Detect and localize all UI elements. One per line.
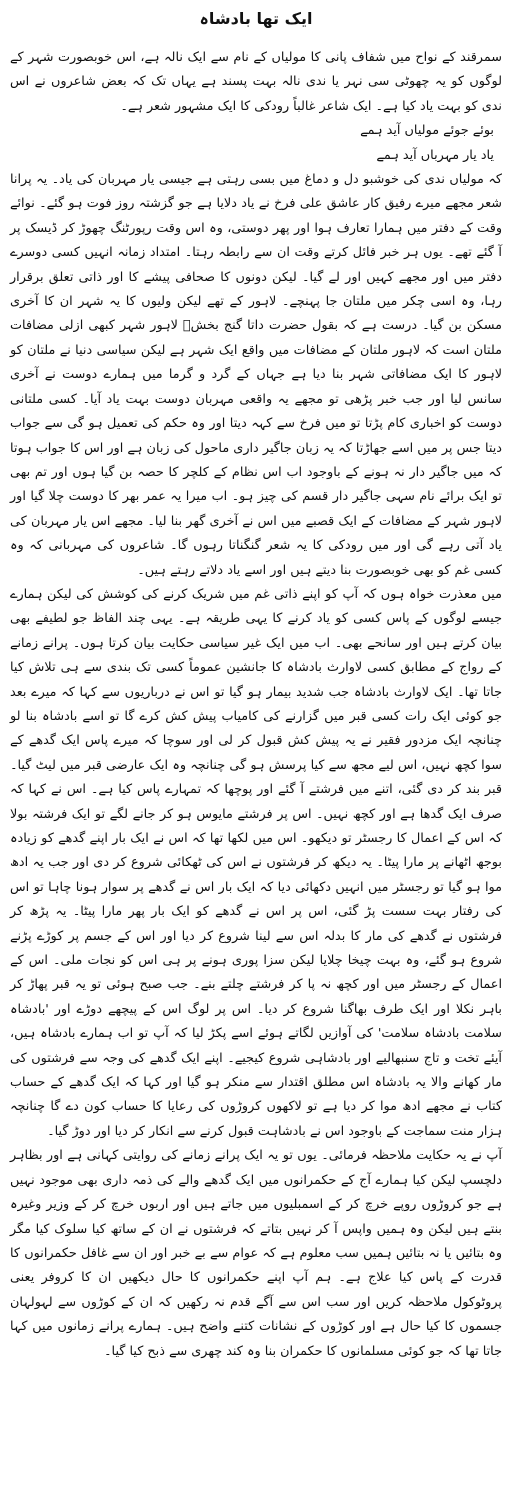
article-title: ایک تھا بادشاہ [199,9,313,28]
article-paragraph-3: میں معذرت خواہ ہوں کہ آپ کو اپنے ذاتی غم میں شریک کرنے کی کوشش کی لیکن ہمارے جیسے لوگوں کے پاس کسی کو یاد کرنے کا یہی طریقہ ہے۔ یہی چند الفاظ جو لطیفے بھی بیان کرتے ہیں اور سانحے بھی۔ اب میں ایک غیر سیاسی حکایت بیان کرتا ہوں۔ پرانے زمانے کے رواج کے مطابق کسی لاوارث بادشاہ کا جانشین عموماً کسی تک بندی سے ہی تلاش کیا جاتا تھا۔ ایک لاوارث بادشاہ جب شدید بیمار ہو گیا تو اس نے درباریوں سے کہا کہ میرے بعد جو کوئی ایک رات کسی قبر میں گزارنے کی کامیاب پیش کش کرے گا تو اسے بادشاہ بنا لو چنانچہ ایک مزدور فقیر نے یہ پیش کش قبول کر لی اور سوچا کہ میرے پاس ایک گدھے کے سوا کچھ نہیں، اس لیے مجھ سے کیا پرسش ہو گی چنانچہ وہ ایک عارضی قبر میں لیٹ گیا۔ قبر بند کر دی گئی، اتنے میں فرشتے آ گئے اور پوچھا کہ تمہارے پاس کیا ہے۔ اس نے کہا کہ صرف ایک گدھا ہے اور کچھ نہیں۔ اس پر فرشتے مایوس ہو کر جانے لگے تو ایک فرشتہ بولا کہ اس کے اعمال کا رجسٹر تو دیکھو۔ اس میں لکھا تھا کہ اس نے ایک بار اپنے گدھے کو زیادہ بوجھ اٹھانے پر مارا پیٹا۔ یہ دیکھ کر فرشتوں نے اس کی ٹھکائی شروع کر دی اور جب یہ ادھ موا ہو گیا تو رجسٹر میں انہیں دکھائی دیا کہ ایک بار اس نے گدھے پر سوار ہونا چاہا تو اس کی رفتار بہت سست پڑ گئی، اس پر اس نے گدھے کو ایک بار پھر مارا پیٹا۔ یہ پڑھ کر فرشتوں نے گدھے کی مار کا بدلہ اس سے لینا شروع کر دیا اور اس کے جسم پر کوڑے پڑنے شروع ہو گئے، وہ بہت چیخا چلایا لیکن سزا پوری ہونے پر ہی اس کو نجات ملی۔ اس کے اعمال کے رجسٹر میں اور کچھ نہ پا کر فرشتے چلتے بنے۔ جب صبح ہوئی تو یہ قبر پھاڑ کر باہر نکلا اور ایک طرف بھاگنا شروع کر دیا۔ اس پر لوگ اس کے پیچھے دوڑے اور 'بادشاہ سلامت بادشاہ سلامت' کی آوازیں لگاتے ہوئے اسے پکڑ لیا کہ آپ تو اب ہمارے بادشاہ ہیں، آیئے تخت و تاج سنبھالیے اور بادشاہی شروع کیجیے۔ اپنے ایک گدھے کی وجہ سے فرشتوں کی مار کھانے والا یہ بادشاہ اس مطلق اقتدار سے منکر ہو گیا اور کہا کہ ایک گدھے کے حساب کتاب نے مجھے ادھ موا کر دیا ہے تو لاکھوں کروڑوں کی رعایا کا حساب کون دے گا چنانچہ ہزار منت سماجت کے باوجود اس نے بادشاہت قبول کرنے سے انکار کر دیا اور دوڑ گیا۔ [10,586,502,1139]
poem-verse-1: بوئے جوئے مولیاں آید ہمے [360,123,494,139]
article-paragraph-2: کہ مولیاں ندی کی خوشبو دل و دماغ میں بسی رہتی ہے جیسی یار مہربان کی یاد۔ یہ پرانا شعر مجھے میرے رفیق کار عاشق علی فرخ نے یاد دلایا ہے جو گزشتہ روز فوت ہو گئے۔ نوائے وقت کے دفتر میں ہمارا تعارف ہوا اور پھر دوستی، وہ اس وقت رپورٹنگ چھوڑ کر ڈیسک پر آ گئے تھے۔ یوں ہر خبر فائل کرتے وقت ان سے رابطہ رہتا۔ امتداد زمانہ انہیں کسی دوسرے دفتر میں اور مجھے کہیں اور لے گیا۔ لیکن دونوں کا صحافی پیشے کا اور ذاتی تعلق برقرار رہا، وہ اسی چکر میں ملتان جا پہنچے۔ لاہور کے تھے لیکن ولیوں کا یہ شہر ان کا آخری مسکن بن گیا۔ درست ہے کہ بقول حضرت داتا گنج بخشؒ لاہور شہر کبھی ازلی مضافات ملتان است کہ لاہور ملتان کے مضافات میں واقع ایک شہر ہے لیکن سیاسی دنیا نے ملتان کو لاہور کا ایک مضافاتی شہر بنا دیا ہے جہاں کے گرد و گرما میں ہمارے دوست نے آخری سانس لیا اور جب خبر پڑھی تو مجھے یہ واقعی مہربان دوست بہت یاد آیا۔ کسی ملتانی دوست کو اخباری کام پڑتا تو میں فرخ سے کہہ دیتا اور وہ حکم کی تعمیل ہو گی سے جواب دیتا جس پر میں اسے جھاڑتا کہ یہ زبان جاگیر داری ماحول کی زبان ہے اور اس کا جواب ہوتا کہ میں جاگیر دار نہ ہونے کے باوجود اب اس نظام کے کلچر کا حصہ بن گیا ہوں اور تم بھی تو ایک برائے نام سہی جاگیر دار قسم کی چیز ہو۔ اب میرا یہ عمر بھر کا دوست چلا گیا اور لاہور شہر کے مضافات کے ایک قصبے میں اس نے آخری گھر بنا لیا۔ مجھے اس یار مہربان کی یاد آتی رہے گی اور میں رودکی کا یہ شعر گنگناتا رہوں گا۔ شاعروں کی مہربانی کہ وہ کسی غم کو بھی خوبصورت بنا دیتے ہیں اور اسے یاد دلاتے رہتے ہیں۔ [10,172,502,578]
article-paragraph-4: آپ نے یہ حکایت ملاحظہ فرمائی۔ یوں تو یہ ایک پرانے زمانے کی روایتی کہانی ہے اور بظاہر دلچسپ لیکن کیا ہمارے آج کے حکمرانوں میں ایک گدھے والے کی ذمہ داری بھی موجود نہیں ہے جو کروڑوں روپے خرچ کر کے اسمبلیوں میں جاتے ہیں اور اربوں خرچ کر کے وزیر وغیرہ بنتے ہیں لیکن وہ ہمیں واپس آ کر نہیں بتاتے کہ فرشتوں نے ان کے ساتھ کیا سلوک کیا مگر وہ بتائیں یا نہ بتائیں ہمیں سب معلوم ہے کہ عوام سے بے خبر اور ان سے غافل حکمرانوں کا قدرت کے پاس کیا علاج ہے۔ ہم آپ اپنے حکمرانوں کا حال دیکھیں ان کا کروفر یعنی پروٹوکول ملاحظہ کریں اور سب اس سے آگے قدم نہ رکھیں کہ ان کے کوڑوں سے لہولہان جسموں کا کیا حال ہے اور کوڑوں کے نشانات کتنے واضح ہیں۔ ہمارے پرانے زمانوں میں کہا جاتا تھا کہ جو کوئی مسلمانوں کا حکمران بنا وہ کند چھری سے ذبح کیا گیا۔ [10,1148,502,1359]
poem-verse-2: یاد یار مہرباں آید ہمے [376,147,494,163]
article-paragraph-1: سمرقند کے نواح میں شفاف پانی کا مولیاں کے نام سے ایک نالہ ہے، اس خوبصورت شہر کے لوگوں کو یہ چھوٹی سی نہر یا ندی نالہ بہت پسند ہے یہاں تک کہ بعض شاعروں نے اس ندی کو بہت یاد کیا ہے۔ ایک شاعر غالباً رودکی کا ایک مشہور شعر ہے۔ [10,50,502,114]
